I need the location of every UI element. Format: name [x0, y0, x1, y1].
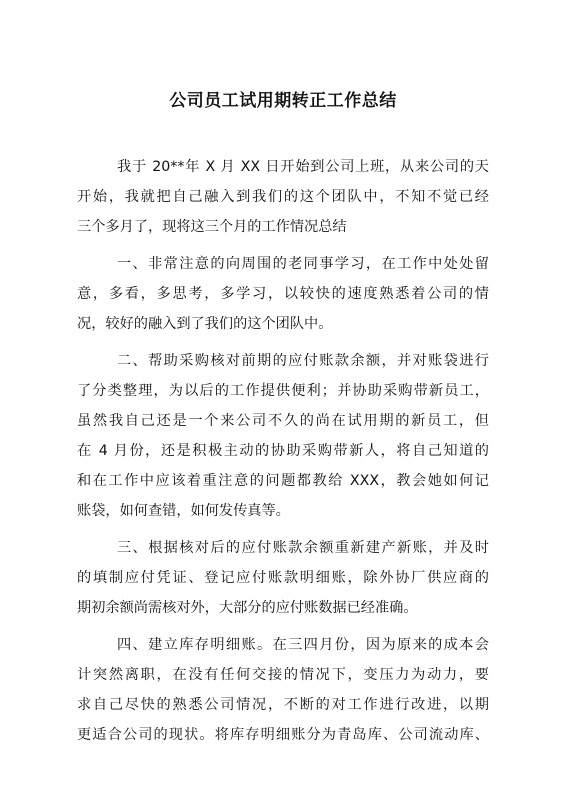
text-line: 三个多月了，现将这三个月的工作情况总结	[77, 219, 347, 235]
text-line: 和在工作中应该着重注意的问题都教给 XXX，教会她如何记	[77, 473, 489, 489]
text-line: 开始，我就把自己融入到我们的这个团队中，不知不觉已经	[77, 189, 489, 205]
text-line: 一、非常注意的向周围的老同事学习，在工作中处处留	[117, 256, 489, 272]
text-line: 二、帮助采购核对前期的应付账款余额，并对账袋进行	[117, 353, 489, 369]
text-line: 我于 20**年 X 月 XX 日开始到公司上班，从来公司的天	[117, 159, 489, 175]
text-line: 了分类整理，为以后的工作提供便利；并协助采购带新员工，	[77, 383, 489, 399]
text-line: 求自己尽快的熟悉公司情况，不断的对工作进行改进，以期	[77, 697, 489, 713]
document-title: 公司员工试用期转正工作总结	[169, 91, 397, 111]
text-line: 况，较好的融入到了我们的这个团队中。	[77, 316, 333, 332]
text-line: 计突然离职，在没有任何交接的情况下，变压力为动力，要	[77, 667, 489, 683]
text-line: 在 4 月份，还是积极主动的协助采购带新人，将自己知道的	[77, 443, 489, 459]
paragraph-intro	[77, 152, 489, 242]
document-body	[77, 152, 489, 757]
text-line: 的填制应付凭证、登记应付账款明细账，除外协厂供应商的	[77, 570, 489, 586]
paragraph-item-4	[77, 630, 489, 750]
text-line: 三、根据核对后的应付账款余额重新建产新账，并及时	[117, 540, 489, 556]
text-line: 虽然我自己还是一个来公司不久的尚在试用期的新员工，但	[77, 413, 489, 429]
paragraph-item-1	[77, 249, 489, 339]
paragraph-item-3	[77, 533, 489, 623]
text-line: 四、建立库存明细账。在三四月份，因为原来的成本会	[117, 637, 489, 653]
text-line: 意，多看，多思考，多学习，以较快的速度熟悉着公司的情	[77, 286, 489, 302]
text-line: 期初余额尚需核对外，大部分的应付账数据已经准确。	[77, 600, 418, 616]
text-line: 账袋，如何查错，如何发传真等。	[77, 503, 290, 519]
text-line: 更适合公司的现状。将库存明细账分为青岛库、公司流动库、	[77, 727, 489, 743]
paragraph-item-2	[77, 346, 489, 526]
